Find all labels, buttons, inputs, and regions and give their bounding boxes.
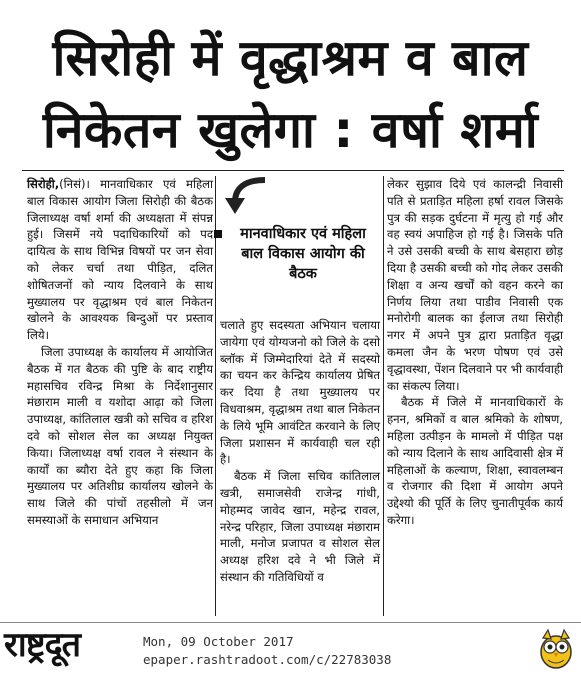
column2-paragraph-1: चलाते हुए सदस्यता अभियान चलाया जायेगा एवं योग्यजनो को जिले के दसो ब्लॉक में जिम्मेदारियां देते में सदस्यो का चयन कर केन्द्रिय कार्यालय प्रेषित कर दिया है तथा मुख्यालय पर विधवाश्रम, वृद्धाश्रम तथा बाल निकेतन के लिये भूमि आवंटित करवाने के लिए जिला प्रशासन में कार्यवाही चल रही है। (220, 318, 380, 467)
bullet-square-icon (214, 230, 222, 238)
headline-line-1: सिरोही में वृद्धाश्रम व बाल (52, 29, 529, 87)
owl-icon (538, 628, 574, 670)
column2-paragraph-2: बैठक में जिला सचिव कांतिलाल खत्री, समाजसेवी राजेन्द्र गांधी, मोहम्मद जावेद खान, महेन्द्र रावल, नरेन्द्र परिहार, जिला उपाध्यक्ष मंछाराम माली, मनोज प्रजापत व सोशल सेल अध्यक्ष हरिश दवे ने भी जिले में संस्थान की गतिविधियों व (220, 469, 380, 584)
epaper-url[interactable]: epaper.rashtradoot.com/c/22783038 (143, 652, 392, 667)
column3-paragraph-1: लेकर सुझाव दिये एवं कालन्द्री निवासी पति से प्रताड़ित महिला हर्षा रावल जिसके पुत्र की सड़क दुर्घटना में मृत्यु हो गई और वह स्वयं अपाहिज हो गई है। जिसके पति ने उसे उसकी बच्ची के साथ बेसहारा छोड़ दिया है उसकी बच्ची को गोद लेकर उसकी शिक्षा व अन्य खर्चों को वहन करने का निर्णय लिया तथा पाडीव निवासी एक मनोरोगी बालक का ईलाज तथा सिरोही नगर में अपने पुत्र द्वारा प्रताड़ित वृद्धा कमला जैन के भरण पोषण एवं उसे वृद्धावस्था, पेंशन दिलवाने पर भी कार्यवाही का संकल्प लिया। (387, 177, 563, 393)
article-column-3 (387, 176, 563, 529)
column1-paragraph-1: (निसं)। मानवाधिकार एवं महिला बाल विकास आयोग जिला सिरोही की बैठक जिलाध्यक्ष वर्षा शर्मा की अध्यक्षता में संपन्न हुई। जिसमें नये पदाधिकारियों को पद दायित्व के साथ विभिन्न विषयों पर जन सेवा को लेकर चर्चा तथा पीड़ित, दलित शोषितजनों को न्याय दिलवाने के साथ मुख्यालय पर वृद्धाश्रम एवं बाल निकेतन खोलने के आवश्यक बिन्दुओं पर प्रस्ताव लिये। (27, 177, 213, 343)
subhead-box (208, 224, 380, 294)
column3-paragraph-2: बैठक में जिले में मानवाधिकारों के हनन, श्रमिकों व बाल श्रमिको के शोषण, महिला उत्पीड़न के मामलो में पीड़ित पक्ष को न्याय दिलाने के साथ आदिवासी क्षेत्र में महिलाओं के कल्याण, शिक्षा, स्वावलम्बन व रोजगार की दिशा में आयोग अपने उद्देश्यो की पूर्ति के लिए चुनातीपूर्वक कार्य करेगा। (387, 395, 563, 527)
column1-paragraph-2: जिला उपाध्यक्ष के कार्यालय में आयोजित बैठक में गत बैठक की पुष्टि के बाद राष्ट्रीय महासचिव रविन्द्र मिश्रा के निर्देशानुसार मंछाराम माली व यशोदा आढ़ा को जिला उपाध्यक्ष, कांतिलाल खत्री को सचिव व हरिश दवे को सोशल सेल का अध्यक्ष नियुक्त किया। जिलाध्यक्ष वर्षा रावल ने संस्थान के कार्यों का ब्यौरा देते हुए कहा कि जिला मुख्यालय पर अतिशीघ्र कार्यालय खोलने के साथ जिले की पांचों तहसीलो में जन समस्याओं के समाधान अभियान (27, 344, 213, 527)
curved-arrow-icon (225, 176, 271, 216)
headline-line-2: निकेतन खुलेगा : वर्षा शर्मा (42, 101, 539, 159)
column-divider-2 (383, 176, 384, 616)
dateline: सिरोही, (27, 177, 60, 191)
subhead: मानवाधिकार एवं महिला बाल विकास आयोग की बैठक (240, 226, 366, 282)
article-column-2 (220, 317, 380, 586)
newspaper-logo: राष्ट्रदूत (4, 625, 81, 665)
footer-divider (0, 622, 581, 623)
article-column-1 (27, 176, 213, 529)
edition-date: Mon, 09 October 2017 (143, 634, 294, 649)
top-divider (22, 170, 564, 171)
